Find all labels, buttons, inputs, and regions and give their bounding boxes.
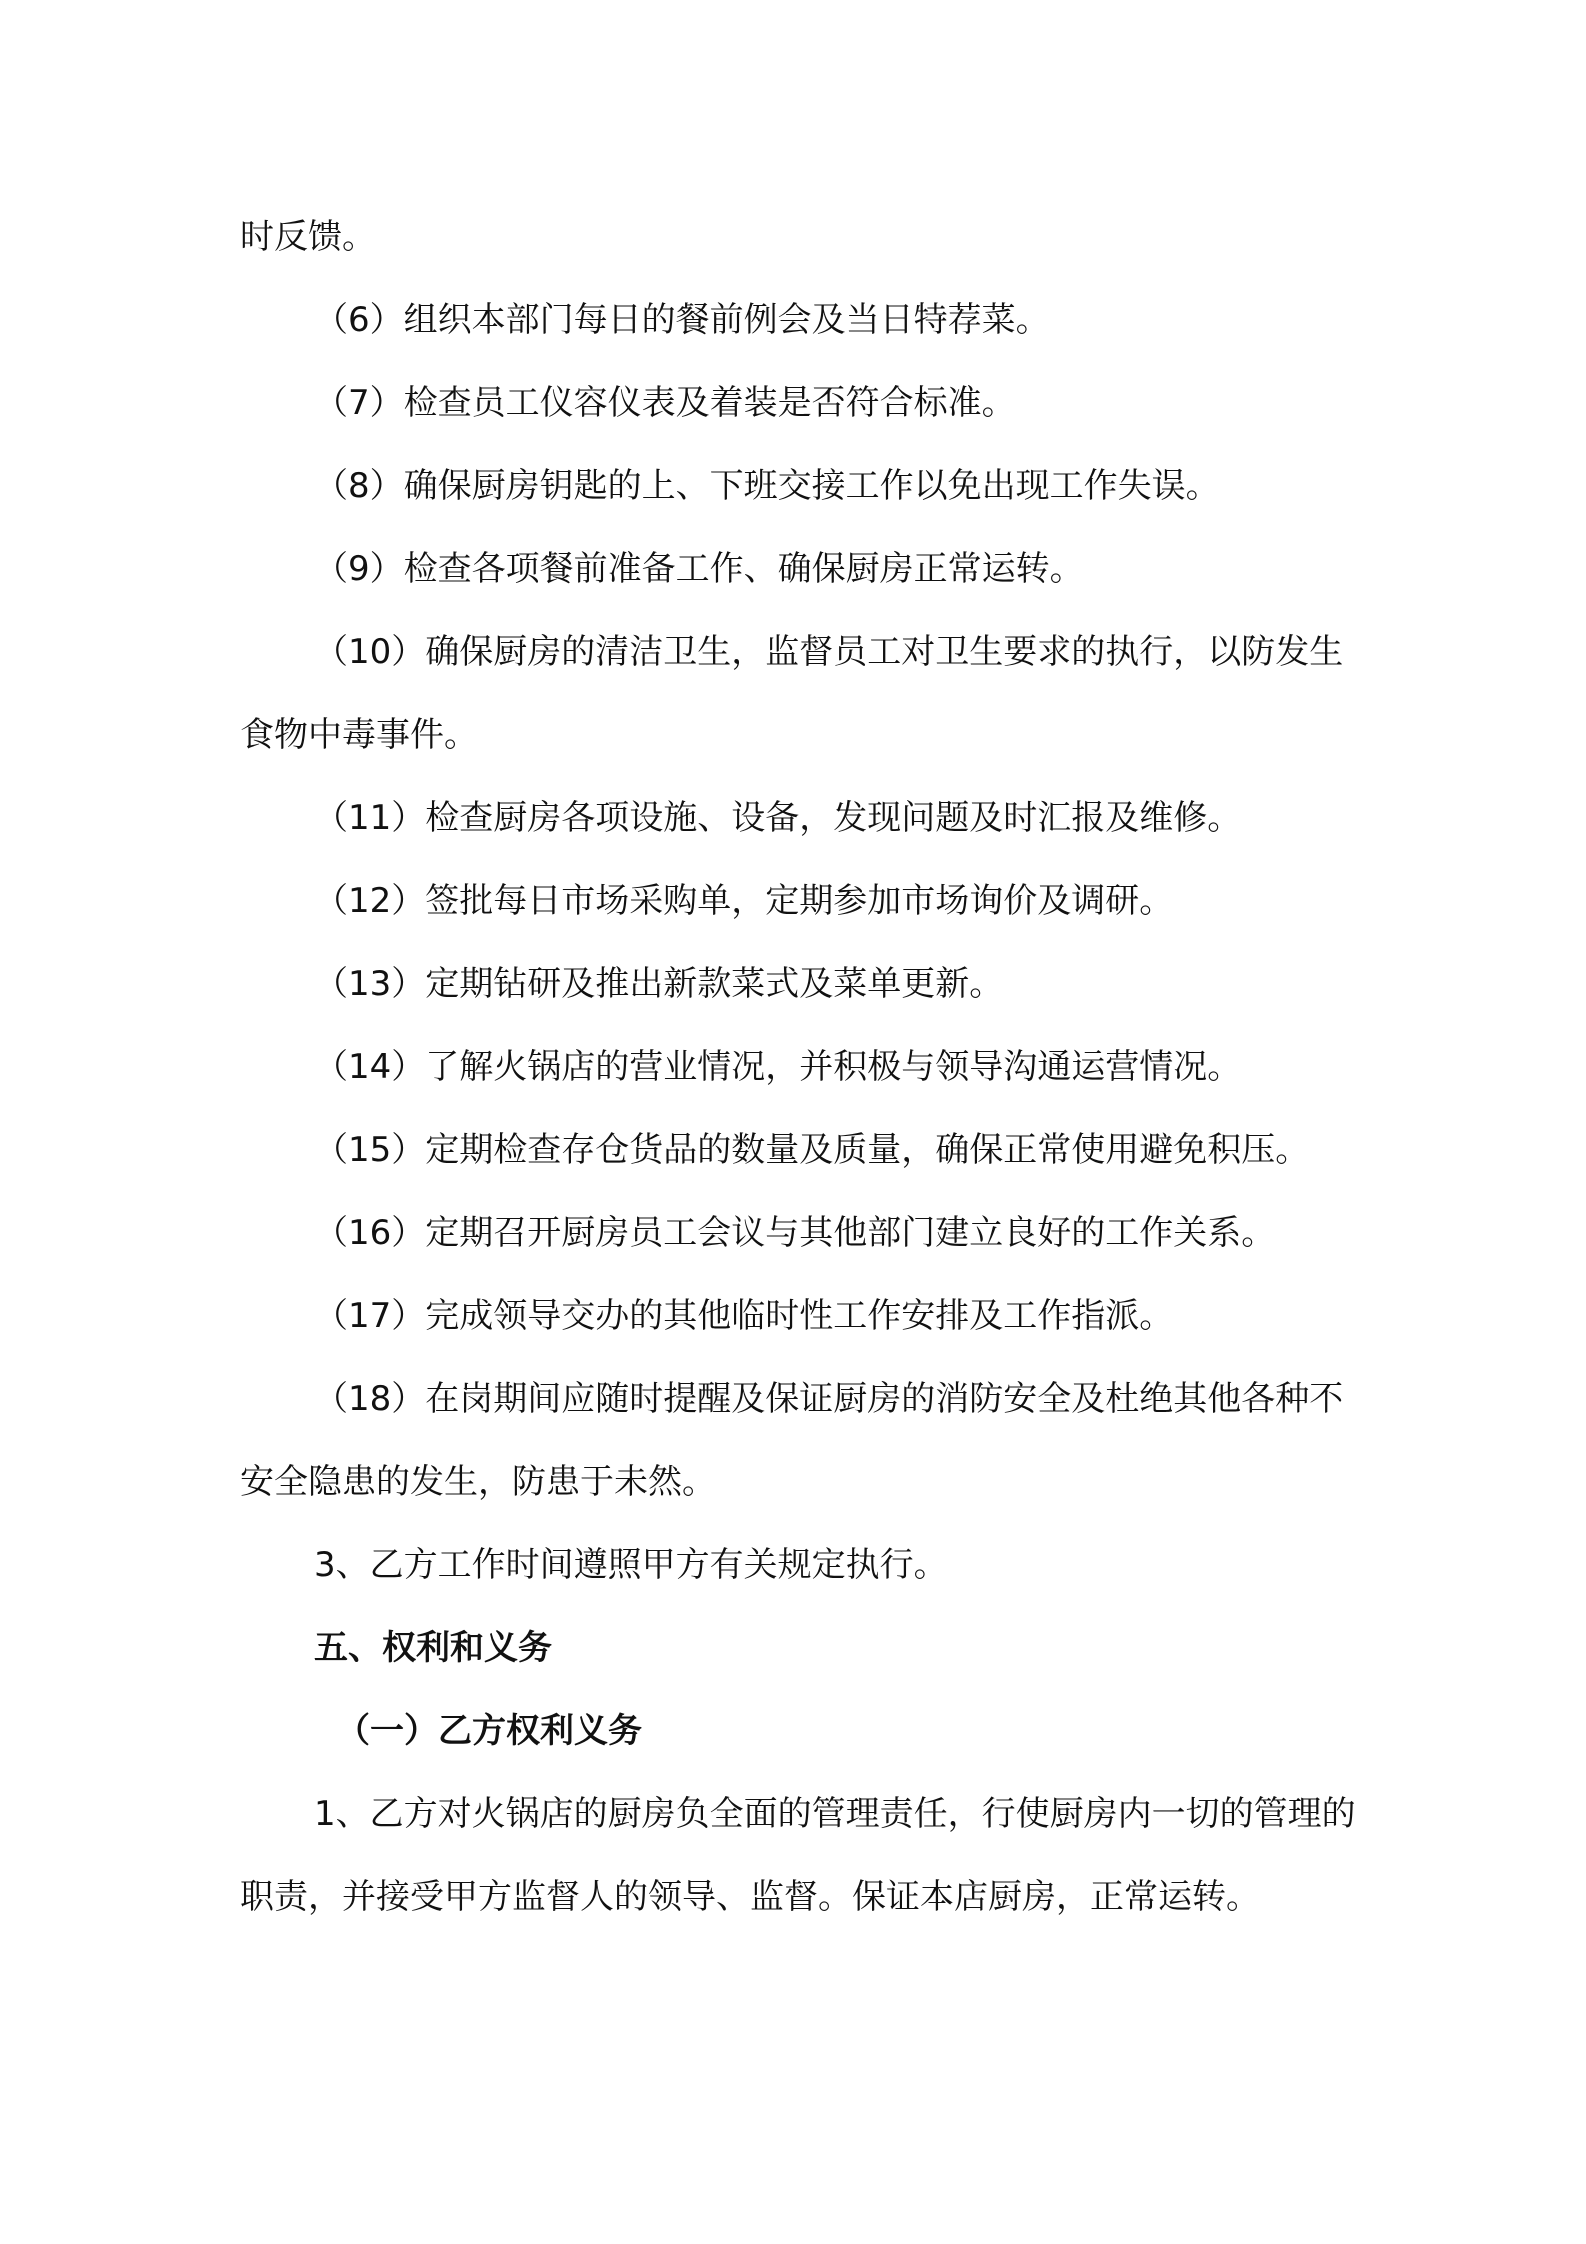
- list-item-8: （8）确保厨房钥匙的上、下班交接工作以免出现工作失误。: [314, 466, 1220, 506]
- list-item-18: （18）在岗期间应随时提醒及保证厨房的消防安全及杜绝其他各种不安全隐患的发生，防患于未然。: [240, 1379, 1344, 1502]
- list-item-9: （9）检查各项餐前准备工作、确保厨房正常运转。: [314, 549, 1084, 589]
- list-item-15: （15）定期检查存仓货品的数量及质量，确保正常使用避免积压。: [314, 1130, 1310, 1170]
- section-heading: 五、权利和义务: [314, 1628, 552, 1668]
- subsection-heading: （一）乙方权利义务: [336, 1711, 642, 1751]
- list-item-7: （7）检查员工仪容仪表及着装是否符合标准。: [314, 383, 1016, 423]
- document-body: [240, 196, 1360, 1939]
- clause-1: 1、乙方对火锅店的厨房负全面的管理责任，行使厨房内一切的管理的职责，并接受甲方监督人的领导、监督。保证本店厨房，正常运转。: [240, 1794, 1356, 1917]
- list-item-11: （11）检查厨房各项设施、设备，发现问题及时汇报及维修。: [314, 798, 1242, 838]
- clause-3: 3、乙方工作时间遵照甲方有关规定执行。: [314, 1545, 948, 1585]
- list-item-13: （13）定期钻研及推出新款菜式及菜单更新。: [314, 964, 1004, 1004]
- list-item-16: （16）定期召开厨房员工会议与其他部门建立良好的工作关系。: [314, 1213, 1276, 1253]
- paragraph-continuation: 时反馈。: [240, 217, 376, 257]
- list-item-17: （17）完成领导交办的其他临时性工作安排及工作指派。: [314, 1296, 1174, 1336]
- list-item-10: （10）确保厨房的清洁卫生，监督员工对卫生要求的执行，以防发生食物中毒事件。: [240, 632, 1344, 755]
- list-item-6: （6）组织本部门每日的餐前例会及当日特荐菜。: [314, 300, 1050, 340]
- list-item-14: （14）了解火锅店的营业情况，并积极与领导沟通运营情况。: [314, 1047, 1242, 1087]
- list-item-12: （12）签批每日市场采购单，定期参加市场询价及调研。: [314, 881, 1174, 921]
